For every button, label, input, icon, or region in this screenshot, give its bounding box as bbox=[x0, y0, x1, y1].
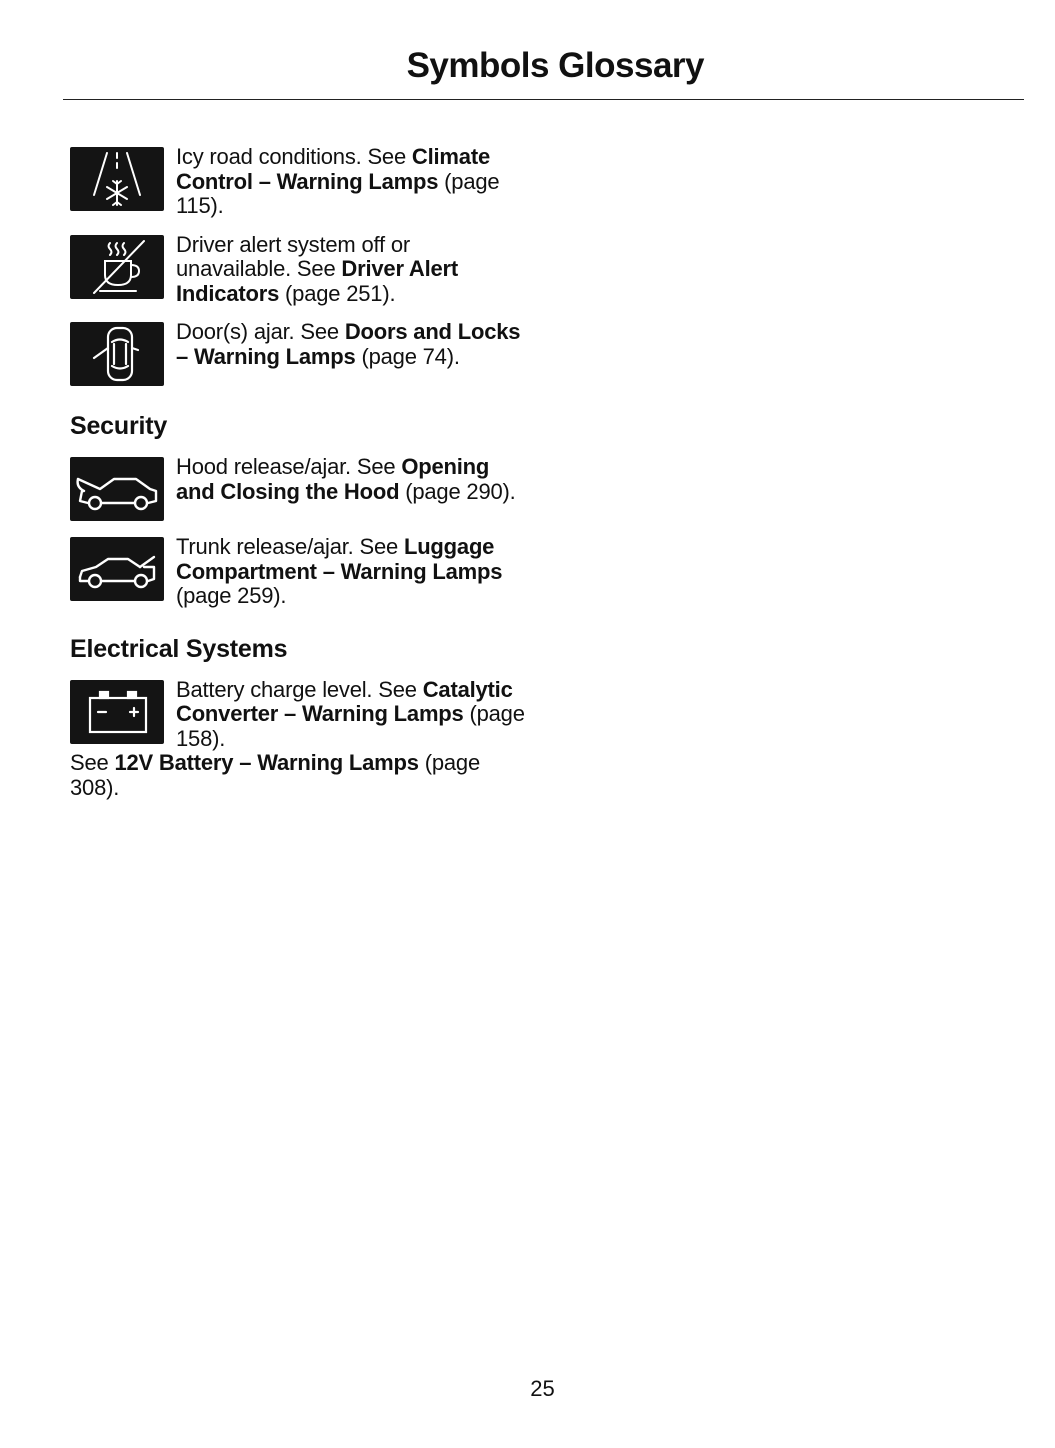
trunk-ajar-icon bbox=[70, 537, 164, 601]
cross-reference: 12V Battery – Warning Lamps bbox=[114, 750, 419, 775]
section-heading-electrical-systems: Electrical Systems bbox=[70, 634, 288, 663]
glossary-entry-hood bbox=[70, 455, 530, 521]
cross-reference: Luggage Compartment – Warning Lamps bbox=[176, 534, 503, 584]
cross-reference: Doors and Locks – Warning Lamps bbox=[176, 319, 521, 369]
driver-alert-off-icon bbox=[70, 235, 164, 299]
cross-reference: Climate Control – Warning Lamps bbox=[176, 144, 490, 194]
section-heading-security: Security bbox=[70, 412, 168, 440]
glossary-content bbox=[70, 145, 530, 800]
hood-ajar-icon bbox=[70, 457, 164, 521]
glossary-entry-continuation: See 12V Battery – Warning Lamps (page 308). bbox=[70, 750, 480, 800]
page-number: 25 bbox=[530, 1376, 555, 1401]
glossary-entry-trunk bbox=[70, 535, 530, 609]
cross-reference: Opening and Closing the Hood bbox=[176, 454, 490, 504]
glossary-entry-icy-road bbox=[70, 145, 530, 219]
glossary-entry-driver-alert bbox=[70, 233, 530, 307]
glossary-entry-text: Icy road conditions. See Climate Control – Warning Lamps (page 115). bbox=[176, 144, 500, 218]
glossary-entry-text: Hood release/ajar. See Opening and Closing the Hood (page 290). bbox=[176, 454, 516, 504]
glossary-entry-battery bbox=[70, 678, 530, 752]
cross-reference: Catalytic Converter – Warning Lamps bbox=[176, 676, 513, 726]
door-ajar-icon bbox=[70, 322, 164, 386]
page-title: Symbols Glossary bbox=[406, 46, 704, 85]
glossary-entry-text: Driver alert system off or unavailable. See Driver Alert Indicators (page 251). bbox=[176, 231, 459, 306]
title-divider bbox=[63, 99, 1024, 100]
cross-reference: Driver Alert Indicators bbox=[176, 256, 459, 306]
icy-road-icon bbox=[70, 147, 164, 211]
glossary-entry-text: Trunk release/ajar. See Luggage Compartment – Warning Lamps (page 259). bbox=[176, 534, 503, 608]
battery-icon bbox=[70, 680, 164, 744]
glossary-entry-text: Battery charge level. See Catalytic Converter – Warning Lamps (page 158). bbox=[176, 676, 525, 751]
glossary-entry-door-ajar bbox=[70, 320, 530, 386]
glossary-entry-text: Door(s) ajar. See Doors and Locks – Warning Lamps (page 74). bbox=[176, 319, 521, 369]
